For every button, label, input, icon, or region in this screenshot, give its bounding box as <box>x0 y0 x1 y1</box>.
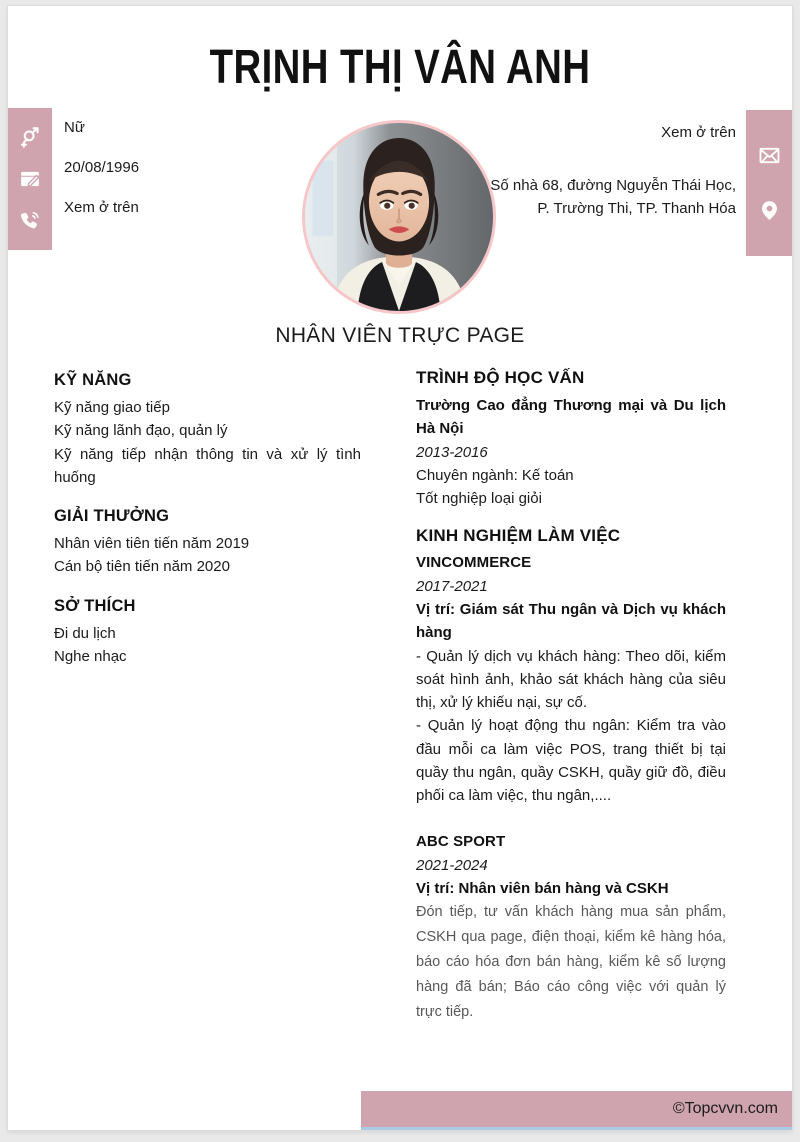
contact-icon-bar-left <box>8 108 52 250</box>
award-item: Nhân viên tiên tiến năm 2019 <box>54 535 250 552</box>
experience-company: ABC SPORT <box>416 833 506 851</box>
section-awards <box>54 507 361 579</box>
experience-spacer <box>416 807 726 831</box>
mail-icon <box>757 144 781 168</box>
education-result: Tốt nghiệp loại giỏi <box>416 490 542 507</box>
experience-position: Vị trí: Nhân viên bán hàng và CSKH <box>416 880 669 897</box>
section-heading-experience: KINH NGHIỆM LÀM VIỆC <box>416 526 621 546</box>
contact-birthdate: 20/08/1996 <box>64 159 140 176</box>
section-heading-hobbies: SỞ THÍCH <box>54 596 136 615</box>
footer-credit: ©Topcvvn.com <box>672 1100 778 1117</box>
skill-item: Kỹ năng tiếp nhận thông tin và xử lý tình huống <box>54 445 361 486</box>
avatar <box>302 120 496 314</box>
experience-years: 2017-2021 <box>416 577 488 595</box>
award-item: Cán bộ tiên tiến năm 2020 <box>54 558 230 576</box>
avatar-image <box>305 123 493 311</box>
experience-years: 2021-2024 <box>416 856 488 874</box>
experience-job <box>416 831 726 1025</box>
job-title: NHÂN VIÊN TRỰC PAGE <box>275 324 525 347</box>
contact-address: Số nhà 68, đường Nguyễn Thái Học, P. Trường Thi, TP. Thanh Hóa <box>490 177 736 218</box>
contact-icon-bar-right <box>746 110 792 256</box>
experience-position: Vị trí: Giám sát Thu ngân và Dịch vụ khách hàng <box>416 601 726 642</box>
gender-icon <box>18 125 42 149</box>
section-heading-skills: KỸ NĂNG <box>54 371 132 389</box>
section-heading-awards: GIẢI THƯỞNG <box>54 507 170 525</box>
page-title: TRỊNH THỊ VÂN ANH <box>209 41 591 94</box>
left-column <box>54 371 361 686</box>
contact-gender: Nữ <box>64 119 85 136</box>
experience-description: Đón tiếp, tư vấn khách hàng mua sản phẩm, CSKH qua page, điện thoại, kiểm kê hàng hóa, báo cáo hóa đơn bán hàng, kiểm kê số lượng hàng đã bán; Báo cáo công việc với quản lý trực tiếp. <box>416 904 726 1020</box>
education-school: Trường Cao đẳng Thương mại và Du lịch Hà Nội <box>416 397 726 438</box>
hobby-item: Nghe nhạc <box>54 647 127 665</box>
contact-list-right <box>478 112 736 221</box>
education-major: Chuyên ngành: Kế toán <box>416 466 574 484</box>
experience-bullet: - Quản lý hoạt động thu ngân: Kiểm tra vào đầu mỗi ca làm việc POS, trang thiết bị tại quầy thu ngân, quầy CSKH, quầy giữ đồ, điều phối ca làm việc, thu ngân,.... <box>416 717 726 804</box>
section-experience <box>416 526 726 1025</box>
experience-job <box>416 552 726 807</box>
phone-icon <box>18 209 42 233</box>
experience-company: VINCOMMERCE <box>416 554 532 572</box>
skill-item: Kỹ năng lãnh đạo, quản lý <box>54 422 228 440</box>
right-column <box>416 368 726 1041</box>
contact-email: Xem ở trên <box>661 123 736 141</box>
contact-list-left <box>64 108 294 228</box>
section-hobbies <box>54 597 361 669</box>
contact-phone: Xem ở trên <box>64 199 139 216</box>
hobby-item: Đi du lịch <box>54 624 116 642</box>
location-pin-icon <box>757 199 781 223</box>
skill-item: Kỹ năng giao tiếp <box>54 399 170 416</box>
education-years: 2013-2016 <box>416 443 488 461</box>
cv-page <box>8 6 792 1130</box>
section-heading-education: TRÌNH ĐỘ HỌC VẤN <box>416 368 585 387</box>
section-skills <box>54 371 361 489</box>
section-education <box>416 368 726 510</box>
experience-bullet: - Quản lý dịch vụ khách hàng: Theo dõi, kiểm soát hình ảnh, khảo sát khách hàng của siêu thị, xử lý khiếu nại, sự cố. <box>416 647 726 711</box>
footer-bar <box>361 1091 792 1130</box>
calendar-icon <box>18 167 42 191</box>
